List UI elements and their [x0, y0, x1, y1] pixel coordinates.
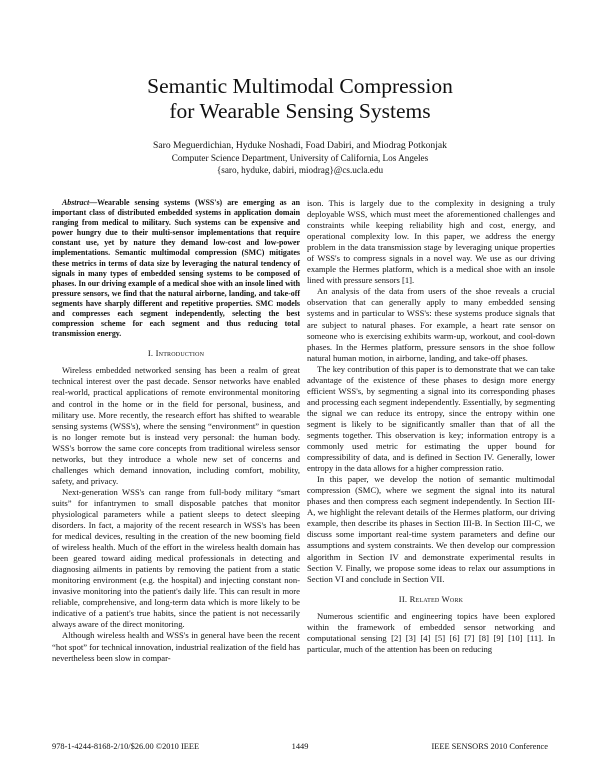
- analysis-paragraph: An analysis of the data from users of the shoe reveals a crucial observation that can generally apply to many embedded sensing systems and in particular to WSS's: these systems produce signals that are subject to natural phases. For example, a heart rate sensor on someone who is exercising exhibits warm-up, workout, and cool-down phases. In the Hermes platform, pressure sensors in the shoe follow natural human motion, in airborne, landing, and take-off phases.: [307, 286, 555, 363]
- abstract-label: Abstract: [62, 198, 90, 207]
- outline-paragraph: In this paper, we develop the notion of semantic multimodal compression (SMC), where we segment the signal into its natural phases and then compress each segment independently. In Section III-A, we highlight the relevant details of the Hermes platform, our driving example, then describe its phases in Section III-B. In Section III-C, we discuss some important real-time system parameters and define our assumptions and system constraints. We then develop our compression algorithm in Section IV and demonstrate experimental results in Section V. Finally, we propose some ideas to relax our assumptions in Section VI and conclude in Section VII.: [307, 474, 555, 584]
- title-line-2: for Wearable Sensing Systems: [169, 99, 431, 123]
- paper-title: [0, 74, 600, 124]
- left-column: [52, 198, 300, 664]
- related-work-paragraph: Numerous scientific and engineering topics have been explored within the framework of embedded sensor networking and computational sensing [2] [3] [4] [5] [6] [7] [8] [9] [10] [11]. In particular, much of the attention has been on reducing: [307, 610, 555, 654]
- section-number: I.: [147, 348, 154, 359]
- abstract-text: —Wearable sensing systems (WSS's) are emerging as an important class of distributed embedded systems in application domain ranging from medical to military. Such systems can be expensive and power hungry due to their multi-sensor implementations that require constant use, yet by nature they demand low-cost and low-power implementations. Semantic multimodal compression (SMC) mitigates these metrics in terms of data size by leveraging the natural tendency of signals in many types of embedded sensing systems to be composed of phases. In our driving example of a medical shoe with an insole lined with pressure sensors, we find that the natural airborne, landing, and take-off segments have sharply different and repetitive properties. SMC models and compresses each segment independently, selecting the best compression scheme for each segment and thus reducing total transmission energy.: [52, 198, 300, 339]
- affiliation: Computer Science Department, University of California, Los Angeles: [171, 153, 429, 163]
- intro-paragraph-2: Next-generation WSS's can range from full-body military “smart suits” for infantrymen to small disposable patches that monitor physiological parameters while a patient sleeps to detect sleeping disorders. In fact, a majority of the recent research in WSS's has been for medical devices, resulting in the creation of the new booming field of wireless health. Much of the effort in the wireless health domain has been geared toward aiding medical professionals in detecting and diagnosing ailments in patients by removing the patient from a static monitoring environment (e.g. the hospital) and injecting constant non-invasive monitoring into the patient's daily life. This can result in more reliable, comprehensive, and long-term data which is more likely to be indicative of a patient's true habits, since the patient is not necessarily always aware of the direct monitoring.: [52, 486, 300, 630]
- author-list: Saro Meguerdichian, Hyduke Noshadi, Foad Dabiri, and Miodrag Potkonjak: [153, 140, 447, 151]
- contribution-paragraph: The key contribution of this paper is to demonstrate that we can take advantage of the existence of these phases to design more energy efficient WSS's, by segmenting a signal into its corresponding phases and processing each segment independently. Essentially, by segmenting the signal we can reduce its entropy, since the entropy within one segment is likely to be significantly smaller than that of all the segments together. This observation is key; information entropy is a commonly used metric for estimating the upper bound for compressibility of data, and is defined in Section IV. Generally, lower entropy in the data allows for a higher compression ratio.: [307, 363, 555, 474]
- section-heading-related-work: [307, 594, 555, 605]
- section-number: II.: [398, 593, 408, 604]
- author-emails: {saro, hyduke, dabiri, miodrag}@cs.ucla.edu: [216, 165, 384, 175]
- intro-paragraph-3: Although wireless health and WSS's in general have been the recent “hot spot” for technical innovation, industrial realization of the field has nevertheless been slow in compar-: [52, 630, 300, 663]
- intro-paragraph-1: Wireless embedded networked sensing has been a realm of great technical interest over the past decade. Sensor networks have enabled real-world, practical applications of remote environmental monitoring and control in the home or in the field for personal, business, and military use. More recently, the research effort has shifted to wearable sensing systems (WSS's), where the sensing “environment” in question is no longer remote but is instead very personal: the human body. WSS's borrow the same core concepts from traditional wireless sensor networks, but they introduce a whole new set of concerns and challenges which demand innovation, including comfort, mobility, safety, and privacy.: [52, 365, 300, 486]
- conference-name: IEEE SENSORS 2010 Conference: [431, 742, 548, 751]
- page-number: 1449: [291, 742, 309, 751]
- abstract: [52, 198, 300, 339]
- right-column: [307, 198, 555, 655]
- section-title: Related Work: [409, 593, 464, 604]
- title-line-1: Semantic Multimodal Compression: [147, 74, 453, 98]
- intro-paragraph-3-continued: ison. This is largely due to the complexity in designing a truly deployable WSS, which must meet the aforementioned challenges and constraints while keeping reliability high and cost, energy, and operational complexity low. In this paper, we address the energy problem in the data transmission stage by leveraging unique properties of WSS's to compress signals in a novel way. We use as our driving example the Hermes platform, which is a medical shoe with an insole lined with pressure sensors [1].: [307, 198, 555, 286]
- section-heading-introduction: [52, 348, 300, 359]
- section-title: Introduction: [155, 348, 205, 359]
- copyright-notice: 978-1-4244-8168-2/10/$26.00 ©2010 IEEE: [52, 742, 200, 751]
